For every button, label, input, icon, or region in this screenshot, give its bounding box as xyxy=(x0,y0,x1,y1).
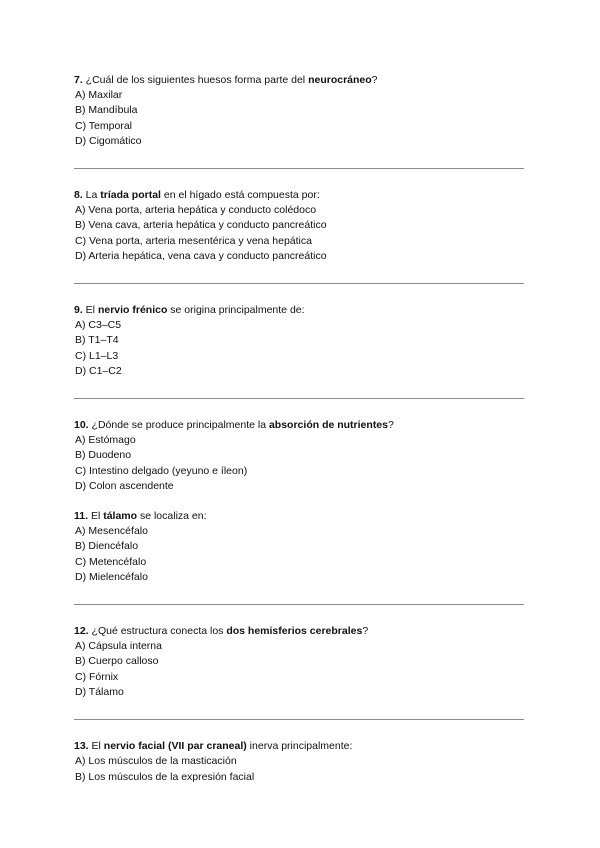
question-keyword: nervio facial (VII par craneal) xyxy=(103,740,247,753)
exam-page xyxy=(74,73,524,785)
option-c[interactable]: C) Temporal xyxy=(75,119,132,132)
option-b[interactable]: B) Diencéfalo xyxy=(75,540,139,553)
question-stem xyxy=(74,624,524,639)
question-keyword: neurocráneo xyxy=(308,74,372,86)
option-a[interactable]: A) Estómago xyxy=(75,434,136,447)
question-number: 13. xyxy=(74,740,89,753)
question-text-post: en el hígado está compuesta por: xyxy=(160,189,320,202)
question-text-post: se origina principalmente de: xyxy=(167,304,305,317)
question-number: 7. xyxy=(74,74,83,86)
question-stem xyxy=(74,73,524,88)
separator-line xyxy=(74,398,524,399)
question-number: 8. xyxy=(74,189,83,202)
option-d[interactable]: D) Cigomático xyxy=(75,134,142,147)
question-text-pre: ¿Qué estructura conecta los xyxy=(88,625,227,638)
question-11 xyxy=(74,509,524,585)
question-text-pre: ¿Dónde se produce principalmente la xyxy=(88,419,269,432)
question-keyword: tríada portal xyxy=(100,189,161,202)
option-c[interactable]: C) Metencéfalo xyxy=(75,555,147,568)
question-text-post: ? xyxy=(362,625,369,638)
question-8 xyxy=(74,188,524,264)
question-keyword: tálamo xyxy=(103,510,138,523)
question-text-pre: El xyxy=(88,740,104,753)
separator-line xyxy=(74,604,524,605)
option-c[interactable]: C) Vena porta, arteria mesentérica y vena hepática xyxy=(75,234,312,247)
spacer xyxy=(74,494,524,509)
option-c[interactable]: C) Fórnix xyxy=(75,670,119,683)
option-a[interactable]: A) C3–C5 xyxy=(75,319,122,332)
question-stem xyxy=(74,418,524,433)
option-d[interactable]: D) Colon ascendente xyxy=(75,479,174,492)
question-keyword: absorción de nutrientes xyxy=(268,419,388,432)
separator-line xyxy=(74,168,524,169)
option-a[interactable]: A) Cápsula interna xyxy=(75,640,162,653)
option-b[interactable]: B) Los músculos de la expresión facial xyxy=(75,770,255,783)
question-number: 11. xyxy=(74,510,89,523)
option-b[interactable]: B) T1–T4 xyxy=(75,334,119,347)
question-13 xyxy=(74,739,524,785)
option-d[interactable]: D) C1–C2 xyxy=(75,364,122,377)
option-d[interactable]: D) Arteria hepática, vena cava y conducto pancreático xyxy=(75,249,327,262)
question-text-post: inerva principalmente: xyxy=(246,740,353,753)
question-text-post: se localiza en: xyxy=(137,510,207,523)
question-9 xyxy=(74,303,524,379)
option-b[interactable]: B) Vena cava, arteria hepática y conducto pancreático xyxy=(75,219,327,232)
question-stem xyxy=(74,739,524,754)
question-text-pre: El xyxy=(82,304,98,317)
question-7 xyxy=(74,73,524,149)
option-b[interactable]: B) Cuerpo calloso xyxy=(75,655,159,668)
question-keyword: dos hemisferios cerebrales xyxy=(226,625,363,638)
question-number: 12. xyxy=(74,625,89,638)
question-text-pre: La xyxy=(82,189,101,202)
question-text-pre: ¿Cuál de los siguientes huesos forma parte del xyxy=(82,74,309,86)
question-number: 10. xyxy=(74,419,89,432)
question-stem xyxy=(74,188,524,203)
question-stem xyxy=(74,303,524,318)
option-d[interactable]: D) Mielencéfalo xyxy=(75,570,148,583)
question-10 xyxy=(74,418,524,494)
question-number: 9. xyxy=(74,304,83,317)
question-keyword: nervio frénico xyxy=(97,304,168,317)
option-b[interactable]: B) Mandíbula xyxy=(75,104,138,117)
question-text-post: ? xyxy=(371,74,378,86)
question-stem xyxy=(74,509,524,524)
question-text-post: ? xyxy=(388,419,394,432)
question-12 xyxy=(74,624,524,700)
option-d[interactable]: D) Tálamo xyxy=(75,685,124,698)
option-a[interactable]: A) Mesencéfalo xyxy=(75,525,148,538)
option-a[interactable]: A) Los músculos de la masticación xyxy=(75,755,237,768)
option-b[interactable]: B) Duodeno xyxy=(75,449,132,462)
question-text-pre: El xyxy=(88,510,104,523)
separator-line xyxy=(74,719,524,720)
separator-line xyxy=(74,283,524,284)
option-c[interactable]: C) Intestino delgado (yeyuno e íleon) xyxy=(75,464,248,477)
option-a[interactable]: A) Vena porta, arteria hepática y conducto colédoco xyxy=(75,204,317,217)
option-a[interactable]: A) Maxilar xyxy=(75,89,123,102)
option-c[interactable]: C) L1–L3 xyxy=(75,349,119,362)
